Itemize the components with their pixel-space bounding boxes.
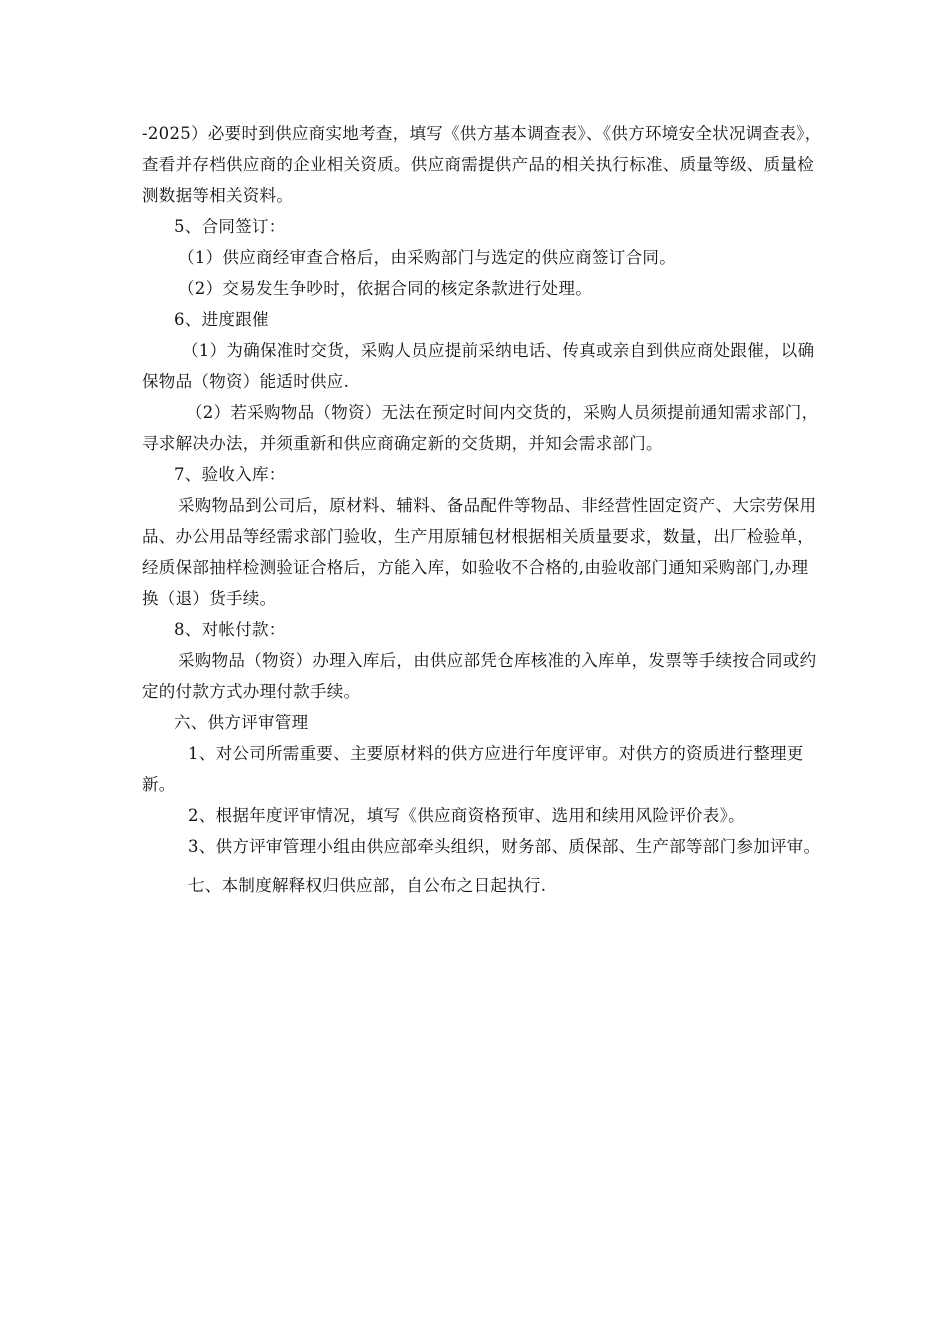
paragraph-contract-1: （1）供应商经审查合格后，由采购部门与选定的供应商签订合同。: [178, 248, 676, 267]
heading-receiving: 7、验收入库：: [174, 465, 286, 484]
paragraph-review-3: 3、供方评审管理小组由供应部牵头组织，财务部、质保部、生产部等部门参加评审。: [188, 837, 821, 856]
paragraph-contract-2: （2）交易发生争吵时，依据合同的核定条款进行处理。: [178, 279, 592, 298]
paragraph-review-1: 1、对公司所需重要、主要原材料的供方应进行年度评审。对供方的资质进行整理更新。: [142, 744, 804, 794]
document-body: [142, 118, 822, 901]
paragraph-supplier-inspection: -2025）必要时到供应商实地考查，填写《供方基本调查表》、《供方环境安全状况调查表》，查看并存档供应商的企业相关资质。供应商需提供产品的相关执行标准、质量等级、质量检测数据等相关资料。: [142, 124, 822, 205]
paragraph-followup-1: （1）为确保准时交货，采购人员应提前采纳电话、传真或亲自到供应商处跟催，以确保物品（物资）能适时供应.: [142, 341, 815, 391]
paragraph-followup-2: （2）若采购物品（物资）无法在预定时间内交货的，采购人员须提前通知需求部门，寻求解决办法，并须重新和供应商确定新的交货期，并知会需求部门。: [142, 403, 819, 453]
heading-reconciliation-payment: 8、对帐付款：: [174, 620, 286, 639]
heading-contract-signing: 5、合同签订：: [174, 217, 286, 236]
paragraph-payment: 采购物品（物资）办理入库后，由供应部凭仓库核准的入库单，发票等手续按合同或约定的付款方式办理付款手续。: [142, 651, 817, 701]
heading-progress-followup: 6、进度跟催: [174, 310, 269, 329]
heading-supplier-review: 六、供方评审管理: [174, 713, 309, 732]
paragraph-receiving: 采购物品到公司后，原材料、辅料、备品配件等物品、非经营性固定资产、大宗劳保用品、办公用品等经需求部门验收，生产用原辅包材根据相关质量要求，数量，出厂检验单，经质保部抽样检测验证合格后，方能入库，如验收不合格的,由验收部门通知采购部门,办理换（退）货手续。: [142, 496, 817, 608]
paragraph-interpretation: 七、本制度解释权归供应部，自公布之日起执行.: [188, 876, 547, 895]
paragraph-review-2: 2、根据年度评审情况，填写《供应商资格预审、选用和续用风险评价表》。: [188, 806, 745, 825]
